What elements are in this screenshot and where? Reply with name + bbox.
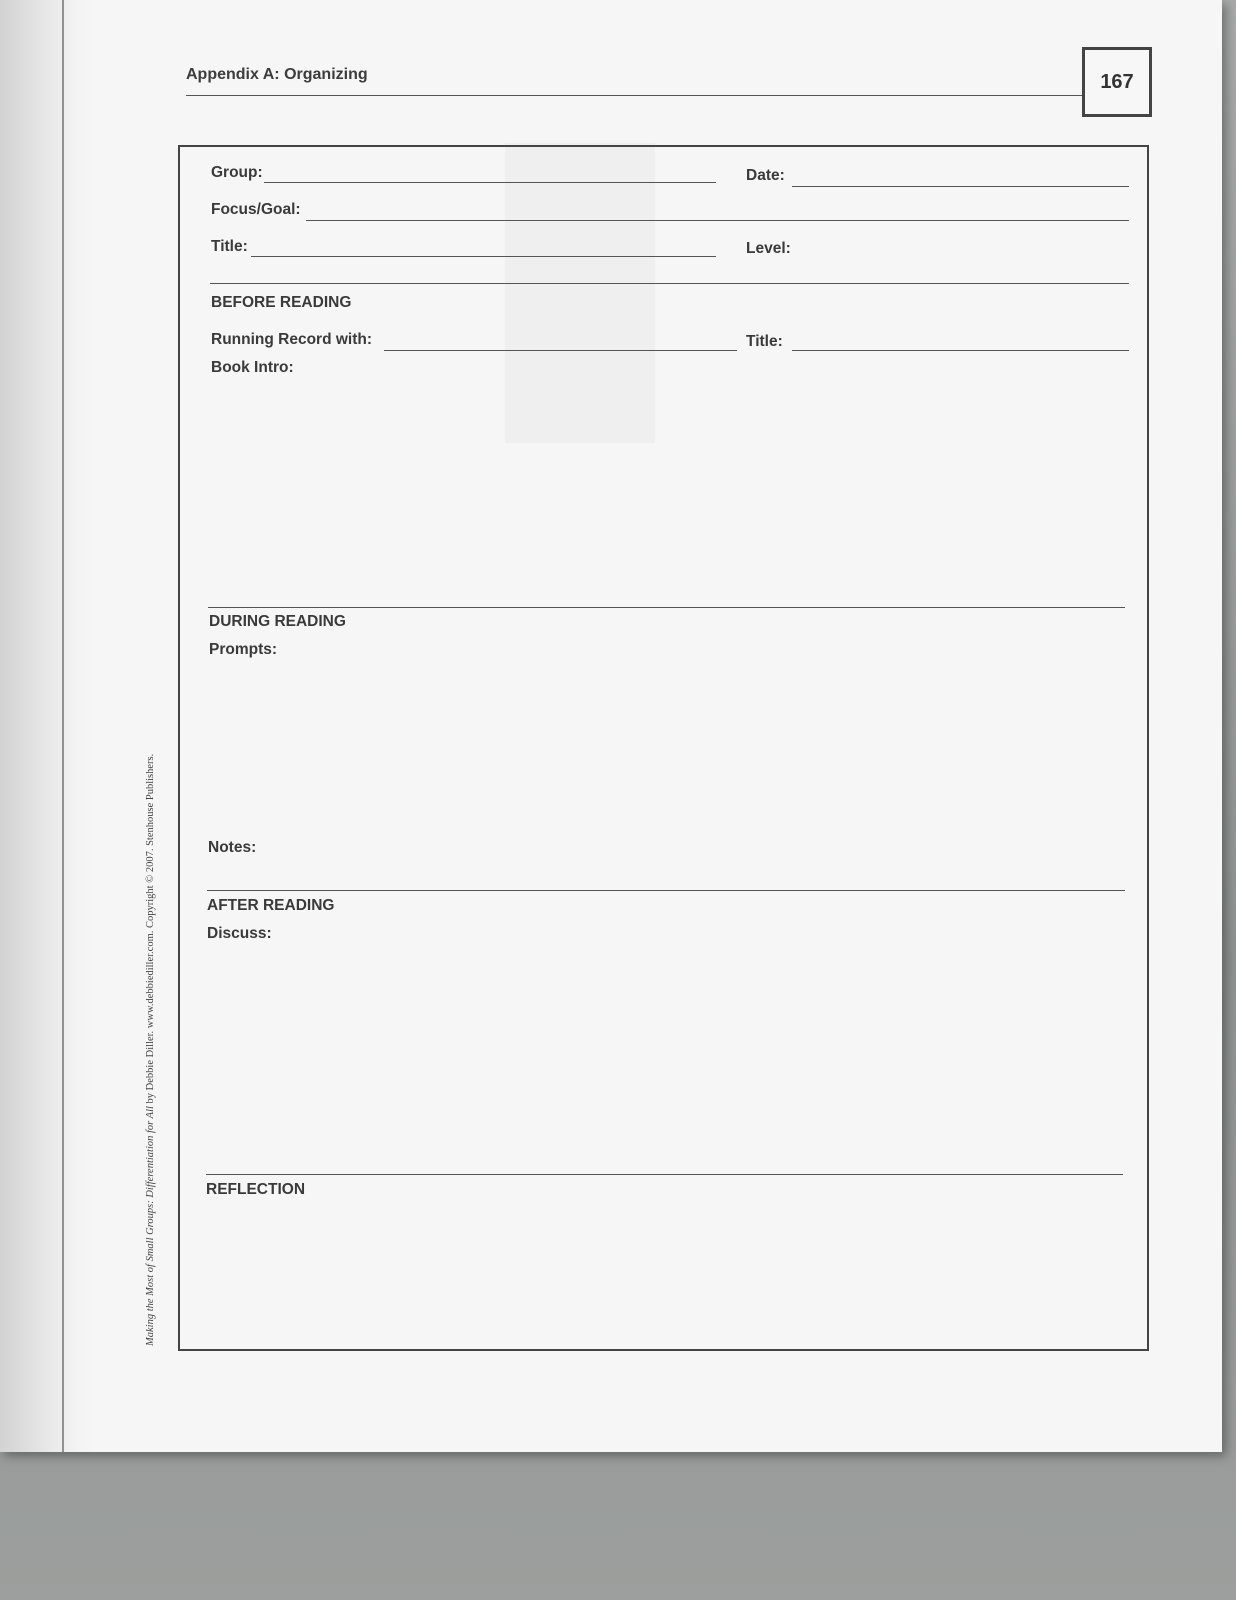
reflection-heading: REFLECTION [206, 1181, 306, 1198]
running-record-label: Running Record with: [211, 331, 373, 348]
page-number: 167 [1082, 47, 1152, 117]
group-label: Group: [211, 164, 263, 181]
title-field[interactable] [251, 256, 716, 257]
prompts-label: Prompts: [209, 641, 278, 658]
discuss-label: Discuss: [207, 925, 272, 942]
section-rule-during-reading [208, 607, 1125, 608]
group-field[interactable] [264, 182, 716, 183]
section-rule-after-reading [207, 890, 1125, 891]
level-label: Level: [746, 240, 791, 257]
focus-goal-label: Focus/Goal: [211, 201, 301, 218]
date-field[interactable] [792, 186, 1129, 187]
before-reading-title-label: Title: [746, 333, 783, 350]
date-label: Date: [746, 167, 785, 184]
credit-text: by Debbie Diller. www.debbiediller.com. Copyright © 2007. Stenhouse Publishers. [145, 753, 156, 1107]
section-rule-before-reading [210, 283, 1129, 284]
before-reading-title-field[interactable] [792, 350, 1129, 351]
after-reading-heading: AFTER READING [207, 897, 335, 914]
header-rule [186, 95, 1082, 96]
credit-book-title: Making the Most of Small Groups: Differentiation for All [145, 1106, 156, 1346]
before-reading-heading: BEFORE READING [211, 294, 352, 311]
notes-label: Notes: [208, 839, 257, 856]
book-intro-label: Book Intro: [211, 359, 294, 376]
title-label: Title: [211, 238, 248, 255]
section-rule-reflection [206, 1174, 1123, 1175]
focus-goal-field[interactable] [306, 220, 1129, 221]
running-record-field[interactable] [384, 350, 737, 351]
lesson-plan-form [178, 145, 1149, 1351]
copyright-credit [145, 586, 156, 1346]
during-reading-heading: DURING READING [209, 613, 346, 630]
binding-edge [62, 0, 64, 1452]
page-gutter-shadow [0, 0, 95, 1452]
section-title: Appendix A: Organizing [186, 66, 368, 83]
